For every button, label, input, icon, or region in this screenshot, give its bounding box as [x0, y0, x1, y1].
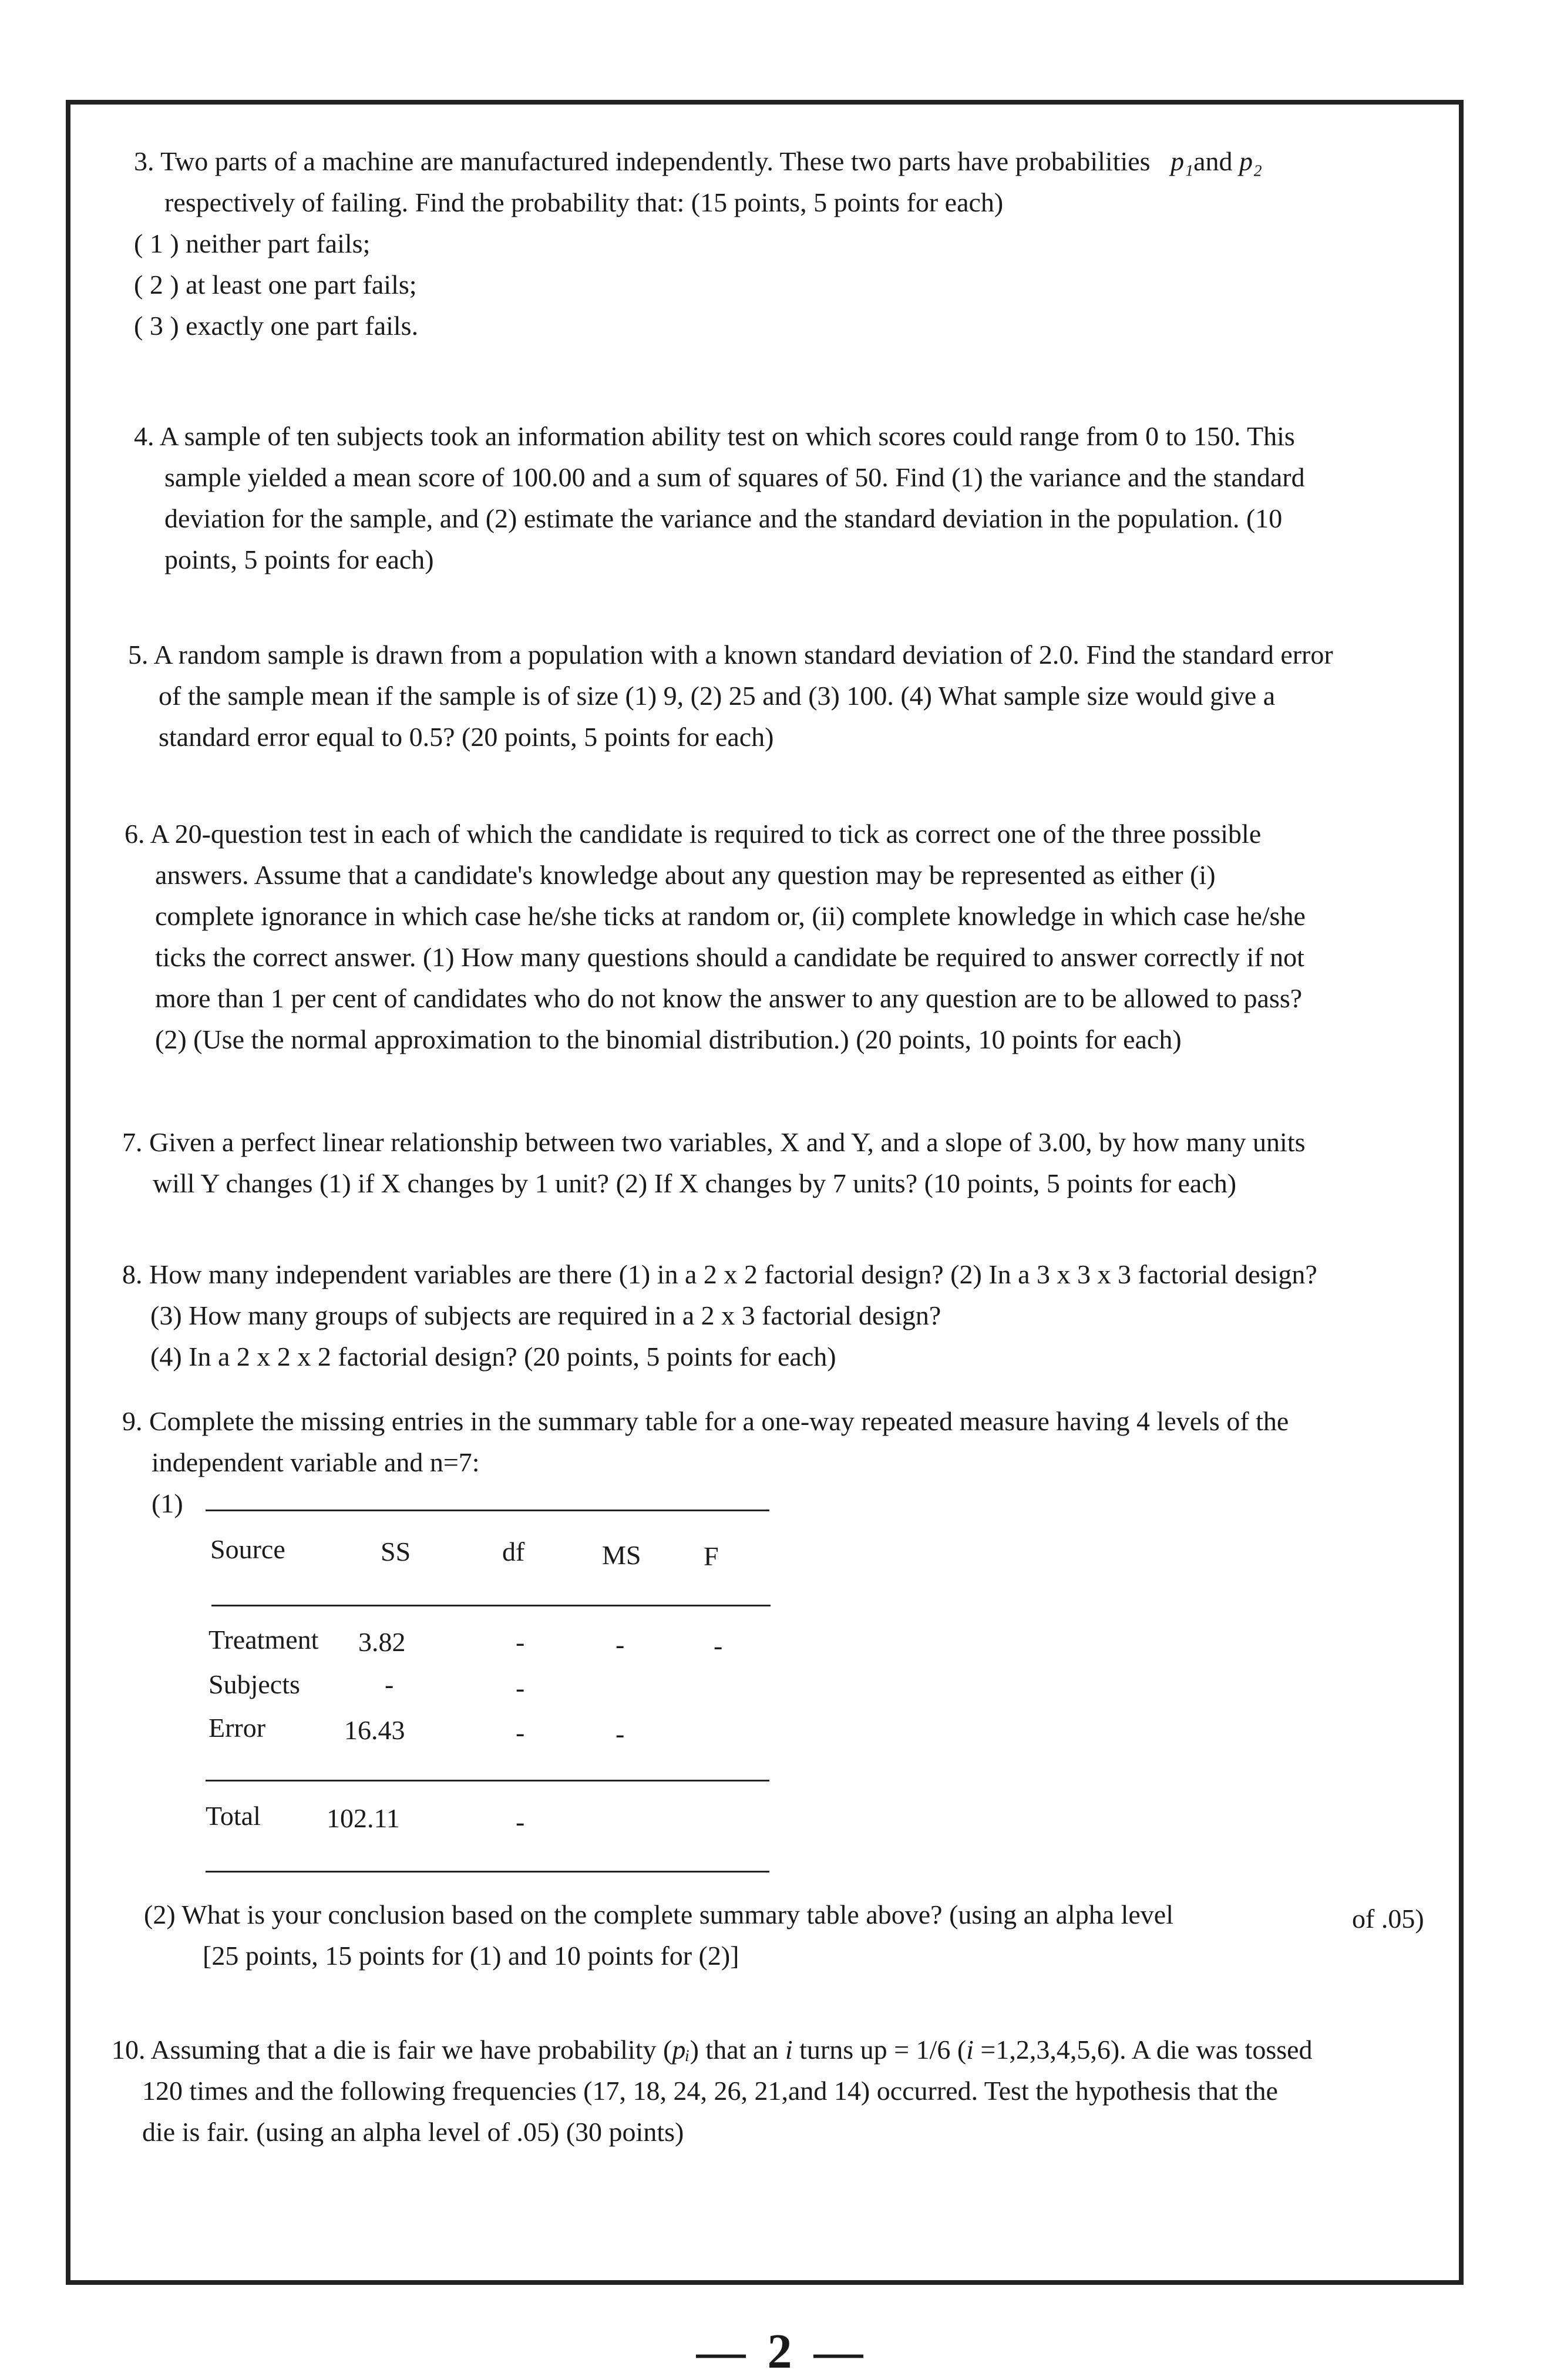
table-row-treatment-f: -: [714, 1631, 723, 1660]
q3-line-2: respectively of failing. Find the probability that: (15 points, 5 points for each): [164, 187, 1004, 217]
question-9: [122, 1401, 1289, 1483]
q6-line-1: 6. A 20-question test in each of which the candidate is required to tick as correct one of the three possible: [125, 819, 1262, 849]
q9-part2-line-1: (2) What is your conclusion based on the complete summary table above? (using an alpha level: [144, 1900, 1174, 1929]
q7-line-1: 7. Given a perfect linear relationship between two variables, X and Y, and a slope of 3.00, by how many units: [122, 1127, 1306, 1157]
q10-line-1b: ) that an: [689, 2035, 785, 2065]
q4-line-3: deviation for the sample, and (2) estimate the variance and the standard deviation in the population. (10: [164, 503, 1283, 533]
q6-line-2: answers. Assume that a candidate's knowledge about any question may be represented as either (i): [155, 860, 1216, 890]
q9-line-2: independent variable and n=7:: [152, 1447, 480, 1477]
question-10: [112, 2029, 1313, 2153]
q10-line-3: die is fair. (using an alpha level of .05) (30 points): [142, 2117, 684, 2147]
table-header-source: Source: [210, 1534, 285, 1564]
table-row-total-df: -: [516, 1807, 525, 1837]
q10-i2: i: [966, 2035, 974, 2065]
table-row-error-ms: -: [615, 1719, 625, 1749]
table-row-error-source: Error: [208, 1713, 266, 1743]
q10-line-2: 120 times and the following frequencies (17, 18, 24, 26, 21,and 14) occurred. Test the hypothesis that the: [142, 2076, 1278, 2106]
question-5: [128, 634, 1333, 758]
table-header-df: df: [502, 1537, 525, 1567]
q10-line-1c: turns up = 1/6 (: [792, 2035, 967, 2065]
table-row-subjects-df: -: [516, 1673, 525, 1703]
table-row-treatment-df: -: [516, 1627, 525, 1657]
q3-line-3: ( 1 ) neither part fails;: [134, 228, 371, 258]
table-rule-top: [206, 1510, 769, 1511]
q3-line-4: ( 2 ) at least one part fails;: [134, 270, 417, 300]
q6-line-6: (2) (Use the normal approximation to the binomial distribution.) (20 points, 10 points for each): [155, 1024, 1182, 1054]
q8-line-3: (4) In a 2 x 2 x 2 factorial design? (20 points, 5 points for each): [150, 1342, 836, 1371]
question-7: [122, 1122, 1306, 1204]
table-row-subjects-ss: -: [385, 1669, 394, 1699]
question-4: [134, 416, 1305, 580]
q9-line-1: 9. Complete the missing entries in the summary table for a one-way repeated measure having 4 levels of the: [122, 1406, 1289, 1436]
table-header-f: F: [704, 1541, 719, 1571]
q7-line-2: will Y changes (1) if X changes by 1 unit? (2) If X changes by 7 units? (10 points, 5 points for each): [153, 1168, 1237, 1198]
table-rule-header: [211, 1605, 771, 1606]
q4-line-4: points, 5 points for each): [164, 544, 434, 574]
table-rule-bottom: [206, 1871, 769, 1873]
q6-line-4: ticks the correct answer. (1) How many questions should a candidate be required to answer correctly if not: [155, 942, 1304, 972]
table-row-error-df: -: [516, 1717, 525, 1747]
q9-part2-tail: of .05): [1352, 1904, 1424, 1934]
q5-line-1: 5. A random sample is drawn from a population with a known standard deviation of 2.0. Find the standard error: [128, 640, 1333, 670]
q8-line-2: (3) How many groups of subjects are required in a 2 x 3 factorial design?: [150, 1300, 941, 1330]
q5-line-3: standard error equal to 0.5? (20 points, 5 points for each): [159, 722, 774, 752]
q6-line-3: complete ignorance in which case he/she ticks at random or, (ii) complete knowledge in which case he/she: [155, 901, 1306, 931]
question-3: [134, 141, 1262, 347]
table-row-error-ss: 16.43: [344, 1715, 405, 1745]
question-6: [125, 813, 1306, 1060]
q9-part1-label: (1): [152, 1488, 183, 1518]
table-row-total-ss: 102.11: [327, 1803, 400, 1833]
table-row-treatment-ms: -: [615, 1629, 625, 1659]
q10-pi: pᵢ: [672, 2035, 690, 2065]
table-rule-total: [206, 1780, 769, 1781]
table-row-total-source: Total: [206, 1801, 261, 1831]
q9-part2: [144, 1894, 1173, 1976]
q4-line-2: sample yielded a mean score of 100.00 and a sum of squares of 50. Find (1) the variance and the standard: [164, 462, 1305, 492]
q3-p2: p₂: [1239, 146, 1262, 176]
q3-line-1: 3. Two parts of a machine are manufactured independently. These two parts have probabilities: [134, 146, 1151, 176]
q10-line-1d: =1,2,3,4,5,6). A die was tossed: [973, 2035, 1313, 2065]
question-8: [122, 1254, 1317, 1377]
table-row-treatment-source: Treatment: [208, 1625, 319, 1655]
q3-p1: p₁: [1171, 146, 1194, 176]
q10-i: i: [785, 2035, 793, 2065]
q4-line-1: 4. A sample of ten subjects took an information ability test on which scores could range from 0 to 150. This: [134, 421, 1295, 451]
table-row-treatment-ss: 3.82: [358, 1627, 406, 1657]
q9-part2-line-2: [25 points, 15 points for (1) and 10 points for (2)]: [203, 1941, 739, 1971]
q5-line-2: of the sample mean if the sample is of size (1) 9, (2) 25 and (3) 100. (4) What sample size would give a: [159, 681, 1276, 711]
q3-and: and: [1193, 146, 1233, 176]
q6-line-5: more than 1 per cent of candidates who do not know the answer to any question are to be allowed to pass?: [155, 983, 1303, 1013]
page-number: — 2 —: [696, 2324, 868, 2379]
table-header-ms: MS: [602, 1540, 641, 1570]
q8-line-1: 8. How many independent variables are there (1) in a 2 x 2 factorial design? (2) In a 3 x 3 x 3 factorial design?: [122, 1259, 1317, 1289]
q10-line-1a: 10. Assuming that a die is fair we have probability (: [112, 2035, 672, 2065]
table-row-subjects-source: Subjects: [208, 1669, 300, 1699]
table-header-ss: SS: [381, 1537, 411, 1567]
q3-line-5: ( 3 ) exactly one part fails.: [134, 311, 419, 341]
